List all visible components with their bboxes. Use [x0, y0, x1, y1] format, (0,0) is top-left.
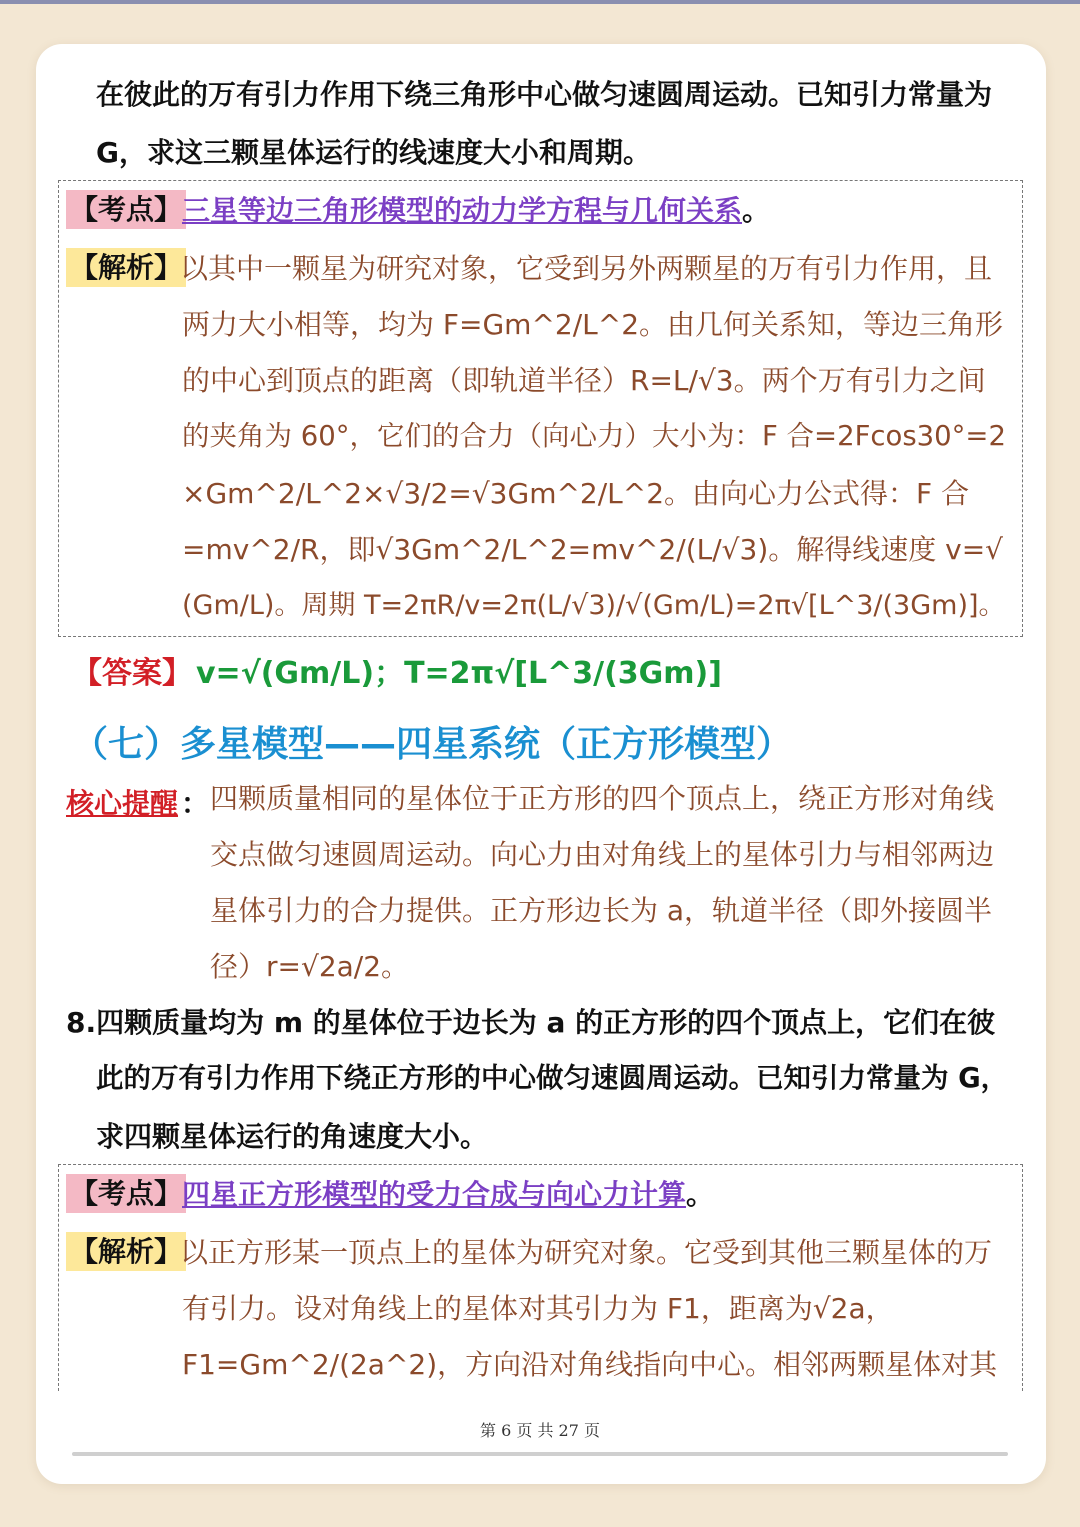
kaodian-text-7: 三星等边三角形模型的动力学方程与几何关系。	[182, 194, 771, 227]
core-line-4: 径）r=√2a/2。	[210, 950, 410, 983]
analysis-box-7	[58, 180, 1023, 637]
jiexi-8-line-1: 以正方形某一顶点上的星体为研究对象。它受到其他三颗星体的万	[180, 1236, 993, 1269]
kaodian-tag-8: 【考点】	[66, 1174, 186, 1213]
jiexi-tag-8: 【解析】	[66, 1232, 186, 1271]
answer-text: v=√(Gm/L)；T=2π√[L^3/(3Gm)]	[196, 656, 722, 691]
core-reminder-colon: ：	[181, 787, 210, 820]
jiexi-8-line-3: F1=Gm^2/(2a^2)，方向沿对角线指向中心。相邻两颗星体对其	[182, 1348, 998, 1381]
kaodian-tag-7: 【考点】	[66, 190, 186, 229]
problem8-line-3: 求四颗星体运行的角速度大小。	[96, 1120, 489, 1153]
footer-divider	[72, 1452, 1008, 1456]
problem8-line-1: 8.四颗质量均为 m 的星体位于边长为 a 的正方形的四个顶点上，它们在彼	[66, 1006, 996, 1039]
page-number: 第 6 页 共 27 页	[480, 1421, 600, 1440]
core-line-2: 交点做匀速圆周运动。向心力由对角线上的星体引力与相邻两边	[210, 838, 995, 871]
section-title: （七）多星模型——四星系统（正方形模型）	[72, 724, 793, 765]
jiexi-7-line-1: 以其中一颗星为研究对象，它受到另外两颗星的万有引力作用，且	[180, 252, 993, 285]
core-line-1: 四颗质量相同的星体位于正方形的四个顶点上，绕正方形对角线	[210, 782, 995, 815]
core-reminder-label: 核心提醒	[66, 787, 179, 820]
problem8-line-2: 此的万有引力作用下绕正方形的中心做匀速圆周运动。已知引力常量为 G，	[96, 1062, 1009, 1094]
jiexi-7-line-6: =mv^2/R，即√3Gm^2/L^2=mv^2/(L/√3)。解得线速度 v=√	[182, 533, 1004, 566]
answer-label: 【答案】	[72, 656, 192, 691]
jiexi-7-line-3: 的中心到顶点的距离（即轨道半径）R=L/√3。两个万有引力之间	[182, 364, 986, 397]
jiexi-7-line-4: 的夹角为 60°，它们的合力（向心力）大小为：F 合=2Fcos30°=2	[182, 420, 1006, 452]
kaodian-text-8: 四星正方形模型的受力合成与向心力计算。	[182, 1178, 715, 1211]
problem7-line-1: 在彼此的万有引力作用下绕三角形中心做匀速圆周运动。已知引力常量为	[96, 78, 993, 111]
jiexi-7-line-7: (Gm/L)。周期 T=2πR/v=2π(L/√3)/√(Gm/L)=2π√[L^3/(3Gm)]。	[182, 590, 1006, 621]
jiexi-7-line-5: ×Gm^2/L^2×√3/2=√3Gm^2/L^2。由向心力公式得：F 合	[182, 477, 970, 510]
core-line-3: 星体引力的合力提供。正方形边长为 a，轨道半径（即外接圆半	[210, 894, 993, 927]
jiexi-8-line-2: 有引力。设对角线上的星体对其引力为 F1，距离为√2a，	[182, 1292, 894, 1325]
problem7-line-2: G，求这三颗星体运行的线速度大小和周期。	[96, 136, 651, 169]
jiexi-7-line-2: 两力大小相等，均为 F=Gm^2/L^2。由几何关系知，等边三角形	[182, 308, 1004, 341]
jiexi-tag-7: 【解析】	[66, 248, 186, 287]
